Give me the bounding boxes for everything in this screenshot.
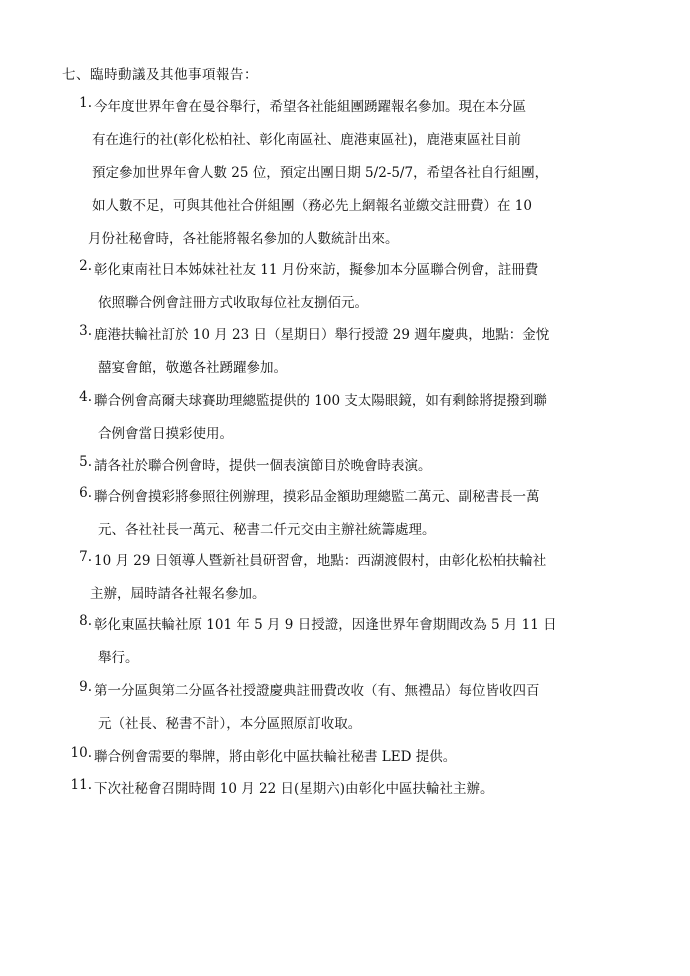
item-line: 主辦，屆時請各社報名參加。 (90, 586, 266, 602)
item-number: 8. (79, 613, 92, 629)
item-number: 6. (79, 485, 92, 501)
item-line: 元（社長、秘書不計），本分區照原訂收取。 (98, 716, 362, 732)
item-number: 10. (70, 745, 92, 761)
item-number: 9. (79, 679, 92, 695)
item-line: 彰化東區扶輪社原 101 年 5 月 9 日授證，因逢世界年會期間改為 5 月 11 日 (94, 617, 557, 633)
item-number: 3. (79, 323, 92, 339)
item-line: 聯合例會需要的舉牌，將由彰化中區扶輪社秘書 LED 提供。 (94, 749, 457, 765)
item-line: 月份社秘會時，各社能將報名參加的人數統計出來。 (88, 231, 399, 247)
item-line: 預定參加世界年會人數 25 位，預定出團日期 5/2-5/7，希望各社自行組團， (92, 165, 549, 181)
item-number: 7. (79, 549, 92, 565)
item-number: 4. (79, 389, 92, 405)
item-line: 下次社秘會召開時間 10 月 22 日(星期六)由彰化中區扶輪社主辦。 (94, 781, 494, 797)
item-line: 如人數不足，可與其他社合併組團（務必先上網報名並繳交註冊費）在 10 (92, 198, 532, 214)
item-number: 5. (79, 454, 92, 470)
section-heading: 七、臨時動議及其他事項報告： (62, 67, 258, 83)
item-line: 第一分區與第二分區各社授證慶典註冊費改收（有、無禮品）每位皆收四百 (94, 683, 540, 699)
item-number: 1. (79, 95, 92, 111)
item-line: 聯合例會高爾夫球賽助理總監提供的 100 支太陽眼鏡，如有剩餘將提撥到聯 (94, 393, 547, 409)
item-line: 舉行。 (98, 650, 139, 666)
item-line: 聯合例會摸彩將參照往例辦理，摸彩品金額助理總監二萬元、副秘書長一萬 (94, 489, 540, 505)
item-line: 彰化東南社日本姊妹社社友 11 月份來訪，擬參加本分區聯合例會，註冊費 (94, 262, 539, 278)
item-line: 元、各社社長一萬元、秘書二仟元交由主辦社統籌處理。 (98, 522, 436, 538)
item-line: 囍宴會館，敬邀各社踴躍參加。 (98, 360, 287, 376)
item-line: 有在進行的社(彰化松柏社、彰化南區社、鹿港東區社)，鹿港東區社目前 (92, 132, 522, 148)
item-line: 合例會當日摸彩使用。 (98, 426, 233, 442)
item-line: 依照聯合例會註冊方式收取每位社友捌佰元。 (98, 295, 368, 311)
item-number: 11. (70, 777, 92, 793)
item-line: 請各社於聯合例會時，提供一個表演節目於晚會時表演。 (94, 458, 432, 474)
item-number: 2. (79, 258, 92, 274)
item-line: 10 月 29 日領導人暨新社員研習會，地點：西湖渡假村，由彰化松柏扶輪社 (94, 553, 547, 569)
item-line: 今年度世界年會在曼谷舉行，希望各社能組團踴躍報名參加。現在本分區 (94, 99, 526, 115)
item-line: 鹿港扶輪社訂於 10 月 23 日（星期日）舉行授證 29 週年慶典，地點：金悅 (94, 327, 550, 343)
